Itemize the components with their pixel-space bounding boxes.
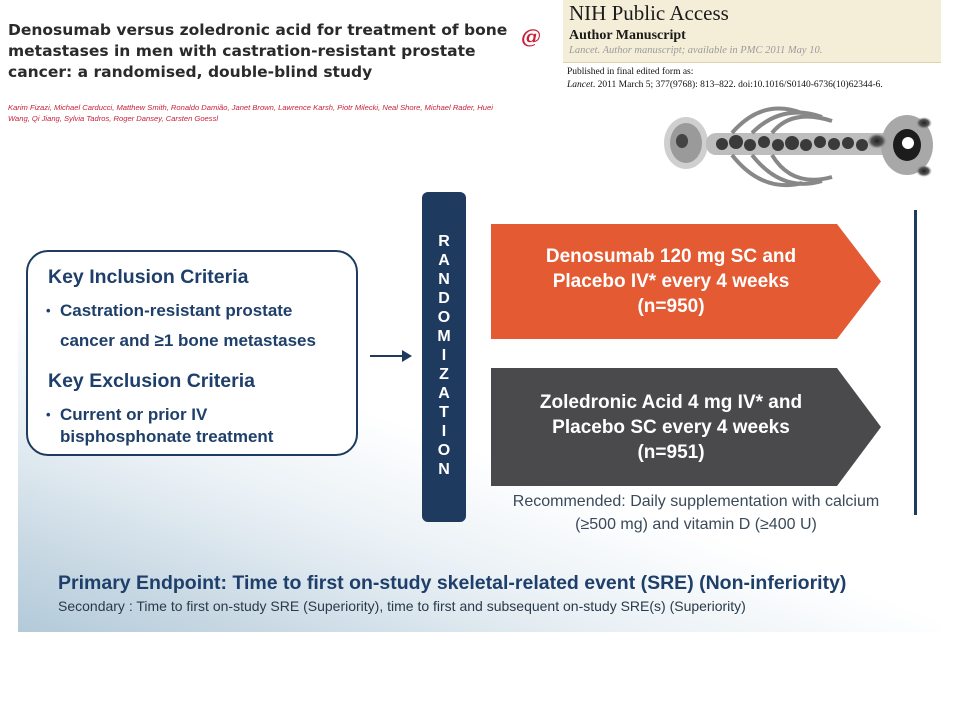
randomization-label	[422, 232, 466, 479]
bone-scan-image	[662, 93, 941, 205]
inclusion-item-line-2: cancer and ≥1 bone metastases	[60, 331, 316, 350]
supplementation-note	[476, 490, 916, 536]
randomization-letter: A	[438, 385, 450, 402]
randomization-bar	[422, 192, 466, 522]
exclusion-item-continued	[46, 424, 273, 450]
nih-public-access-header	[563, 0, 941, 63]
inclusion-item	[46, 298, 292, 324]
denosumab-arm	[491, 224, 881, 339]
right-divider	[914, 210, 917, 515]
supplementation-line-1: Recommended: Daily supplementation with calcium	[512, 493, 880, 510]
citation-journal: Lancet	[567, 80, 593, 90]
citation-details: . 2011 March 5; 377(9768): 813–822. doi:10.1016/S0140-6736(10)62344-6.	[592, 80, 883, 90]
randomization-letter: I	[441, 423, 447, 440]
lancet-logo-icon: @	[521, 24, 541, 48]
nih-subtitle: Author Manuscript	[569, 28, 686, 43]
randomization-letter: O	[437, 309, 451, 326]
paper-title: Denosumab versus zoledronic acid for treatment of bone metastases in men with castration-resistant prostate cancer: a randomised, double-blind study	[8, 21, 508, 81]
denosumab-arm-text	[491, 224, 851, 339]
randomization-letter: A	[438, 252, 450, 269]
randomization-letter: D	[438, 290, 450, 307]
randomization-letter: I	[441, 347, 447, 364]
randomization-letter: T	[439, 404, 449, 421]
randomization-letter: R	[438, 233, 450, 250]
randomization-letter: O	[437, 442, 451, 459]
zoledronic-acid-arm-line-1: Zoledronic Acid 4 mg IV* and	[539, 391, 803, 413]
randomization-letter: M	[437, 328, 451, 345]
criteria-box	[26, 250, 358, 456]
zoledronic-acid-arm	[491, 368, 881, 486]
secondary-endpoint: Secondary : Time to first on-study SRE (Superiority), time to first and subsequent on-study SRE(s) (Superiority)	[58, 598, 746, 614]
denosumab-arm-line-2: Placebo IV* every 4 weeks	[552, 271, 790, 292]
exclusion-item-line-1: Current or prior IV	[60, 405, 208, 424]
nih-note-rest: . Author manuscript; available in PMC 2011 May 10.	[597, 45, 823, 56]
citation	[567, 80, 883, 90]
supplementation-line-2: (≥500 mg) and vitamin D (≥400 U)	[575, 516, 817, 533]
randomization-letter: Z	[439, 366, 449, 383]
zoledronic-acid-arm-text	[491, 368, 851, 486]
bullet-icon: •	[46, 407, 51, 422]
denosumab-arm-n: (n=950)	[637, 296, 705, 317]
randomization-letter: N	[438, 461, 450, 478]
denosumab-arm-line-1: Denosumab 120 mg SC and	[545, 246, 797, 267]
arrow-right-icon	[370, 348, 412, 364]
inclusion-heading: Key Inclusion Criteria	[48, 266, 249, 288]
nih-title: NIH Public Access	[569, 1, 729, 25]
published-label: Published in final edited form as:	[567, 67, 694, 77]
bullet-icon: •	[46, 303, 51, 318]
inclusion-item-line-1: Castration-resistant prostate	[60, 301, 293, 320]
primary-endpoint: Primary Endpoint: Time to first on-study skeletal-related event (SRE) (Non-inferiority)	[58, 572, 847, 594]
nih-availability-note	[569, 45, 822, 56]
paper-authors: Karim Fizazi, Michael Carducci, Matthew Smith, Ronaldo Damião, Janet Brown, Lawrence Karsh, Piotr Milecki, Neal Shore, Michael Rader, Huei Wang, Qi Jiang, Sylvia Tadros, Roger Dansey, Carsten Goessl	[8, 103, 493, 123]
randomization-letter: N	[438, 271, 450, 288]
zoledronic-acid-arm-n: (n=951)	[637, 441, 705, 463]
nih-note-journal: Lancet	[569, 45, 598, 56]
inclusion-item-continued	[46, 328, 316, 354]
exclusion-heading: Key Exclusion Criteria	[48, 370, 255, 392]
exclusion-item-line-2: bisphosphonate treatment	[60, 427, 274, 446]
zoledronic-acid-arm-line-2: Placebo SC every 4 weeks	[552, 416, 790, 438]
